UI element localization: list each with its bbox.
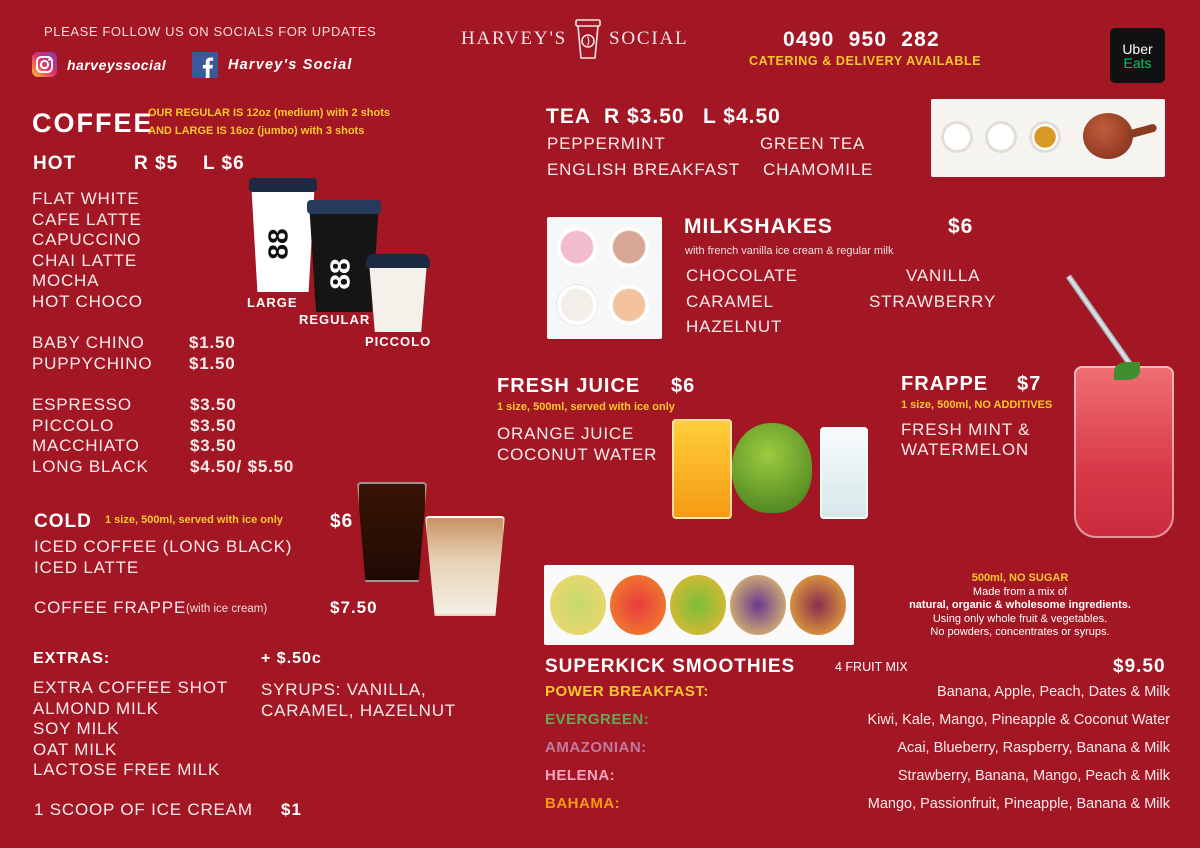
hot-large-price: L $6 (203, 153, 245, 174)
milkshake-vanilla (557, 285, 597, 325)
menu-item (32, 395, 312, 416)
smoothies-info-line: No powders, concentrates or syrups. (930, 626, 1110, 638)
piccolo-cup-lid (366, 254, 430, 268)
menu-item: ALMOND MILK (33, 698, 159, 718)
smoothie-name: POWER BREAKFAST: (545, 683, 709, 700)
menu-item: FLAT WHITE (32, 189, 140, 208)
ice-cream-price: $1 (281, 800, 302, 819)
milkshakes-title: MILKSHAKES (684, 215, 833, 238)
juice-price: $6 (671, 375, 696, 397)
item-name: LONG BLACK (32, 456, 149, 476)
smoothie-row (545, 711, 1170, 739)
menu-item: PEPPERMINT (547, 134, 666, 153)
cold-list (34, 537, 292, 578)
menu-item: CHOCOLATE (686, 266, 798, 285)
item-name: MACCHIATO (32, 436, 140, 455)
smoothies-title: SUPERKICK SMOOTHIES (545, 656, 796, 677)
tea-image (931, 99, 1165, 177)
juice-image (670, 415, 870, 520)
menu-item: ENGLISH BREAKFAST (547, 160, 741, 179)
frappe-glass (1074, 366, 1174, 538)
smoothies-image (544, 565, 854, 645)
smoothie-row (545, 767, 1170, 795)
cup-size-piccolo: PICCOLO (365, 334, 432, 349)
menu-item: STRAWBERRY (869, 292, 997, 311)
cup-size-regular: REGULAR (299, 312, 371, 327)
eats-label: Eats (1123, 54, 1152, 71)
smoothies-info-line: natural, organic & wholesome ingredients. (909, 599, 1131, 611)
tea-cup-empty (941, 121, 973, 153)
teapot (1083, 113, 1133, 159)
hot-label: HOT (33, 153, 77, 174)
frappe-line: WATERMELON (901, 440, 1029, 459)
tea-regular-price: R $3.50 (604, 105, 685, 128)
menu-item: ORANGE JUICE (497, 424, 635, 443)
brand-logo (461, 18, 688, 60)
coffee-frappe-price: $7.50 (330, 598, 378, 617)
smoothie-fruit-bowl (610, 575, 666, 635)
facebook-name: Harvey's Social (228, 57, 353, 73)
syrups-line: CARAMEL, HAZELNUT (261, 700, 456, 720)
menu-item: HOT CHOCO (32, 291, 143, 311)
milkshake-strawberry (557, 227, 597, 267)
milkshake-chocolate (609, 227, 649, 267)
smoothie-row (545, 795, 1170, 823)
cold-note: 1 size, 500ml, served with ice only (105, 514, 283, 526)
instagram-link[interactable] (32, 52, 166, 77)
menu-item: GREEN TEA (760, 134, 866, 153)
menu-item (32, 457, 312, 478)
extras-list (33, 678, 228, 781)
milkshakes-note: with french vanilla ice cream & regular milk (685, 245, 894, 257)
menu-item (32, 416, 312, 437)
item-price: $3.50 (190, 436, 237, 455)
mint-leaf (1114, 362, 1140, 380)
extras-title: EXTRAS: (33, 650, 111, 667)
smoothies-price: $9.50 (1113, 656, 1166, 677)
smoothie-name: AMAZONIAN: (545, 739, 647, 756)
menu-item: ICED COFFEE (LONG BLACK) (34, 537, 293, 556)
milkshake-caramel (609, 285, 649, 325)
iced-coffee-cup (357, 482, 427, 582)
tea-large-price: L $4.50 (703, 105, 781, 128)
piccolo-cup (369, 262, 427, 332)
large-cup-lid (249, 178, 317, 192)
coffee-cup-logo-icon (573, 18, 603, 60)
brand-name-right: SOCIAL (609, 28, 689, 49)
menu-item: CARAMEL (686, 292, 774, 311)
cup-brand-regular: 88 (324, 258, 356, 290)
juice-title: FRESH JUICE (497, 375, 641, 397)
menu-item (32, 333, 272, 354)
item-name: PUPPYCHINO (32, 353, 153, 373)
cup-brand-large: 88 (262, 228, 294, 260)
teapot-spout (1126, 123, 1157, 138)
smoothies-mix: 4 FRUIT MIX (835, 660, 908, 674)
smoothie-desc: Kiwi, Kale, Mango, Pineapple & Coconut Water (867, 712, 1170, 728)
regular-cup-lid (307, 200, 381, 214)
ice-cream-scoop: 1 SCOOP OF ICE CREAM (34, 800, 253, 819)
facebook-icon (192, 52, 218, 78)
menu-item: SOY MILK (33, 719, 120, 738)
item-price: $1.50 (189, 333, 236, 352)
menu-item: CHAI LATTE (32, 250, 137, 270)
menu-item (32, 354, 272, 375)
menu-item (32, 436, 312, 457)
brand-name-left: HARVEY'S (461, 28, 568, 49)
coffee-note-2: AND LARGE IS 16oz (jumbo) with 3 shots (148, 125, 365, 137)
facebook-link[interactable] (192, 52, 353, 78)
smoothie-row (545, 683, 1170, 711)
iced-latte-cup (425, 516, 505, 616)
menu-item: MOCHA (32, 271, 100, 290)
smoothie-desc: Strawberry, Banana, Mango, Peach & Milk (897, 768, 1170, 784)
cup-size-large: LARGE (247, 295, 298, 310)
smoothies-info-line: Using only whole fruit & vegetables. (932, 612, 1108, 625)
smoothie-fruit-bowl (790, 575, 846, 635)
smoothie-name: BAHAMA: (545, 795, 621, 812)
coffee-frappe-name: COFFEE FRAPPE (34, 598, 187, 617)
milkshakes-image (547, 217, 662, 339)
menu-item: EXTRA COFFEE SHOT (33, 678, 228, 697)
item-price: $3.50 (190, 415, 237, 435)
frappe-title: FRAPPE (901, 373, 989, 395)
coconut-water-glass (820, 427, 868, 519)
menu-item: LACTOSE FREE MILK (33, 760, 221, 779)
instagram-icon (32, 52, 57, 77)
frappe-price: $7 (1017, 373, 1042, 395)
smoothie-name: EVERGREEN: (545, 711, 650, 728)
syrups-line: SYRUPS: VANILLA, (261, 680, 427, 699)
coffee-frappe-note: (with ice cream) (186, 603, 268, 615)
watermelon-frappe-image (1030, 278, 1180, 543)
cold-price: $6 (330, 511, 354, 532)
item-name: PICCOLO (32, 415, 115, 435)
smoothie-desc: Banana, Apple, Peach, Dates & Milk (937, 684, 1170, 700)
tea-title: TEA (546, 105, 591, 128)
menu-item: VANILLA (906, 266, 981, 285)
smoothie-desc: Mango, Passionfruit, Pineapple, Banana & Milk (867, 796, 1170, 812)
menu-item: HAZELNUT (686, 317, 783, 336)
syrups-text (261, 680, 456, 721)
menu-item: ICED LATTE (34, 557, 139, 577)
uber-eats-button[interactable] (1110, 28, 1165, 83)
follow-text: PLEASE FOLLOW US ON SOCIALS FOR UPDATES (44, 24, 377, 39)
tea-cup-light (985, 121, 1017, 153)
smoothie-fruit-bowl (730, 575, 786, 635)
smoothies-info-line: Made from a mix of (972, 585, 1068, 598)
catering-text: CATERING & DELIVERY AVAILABLE (749, 54, 982, 68)
menu-item: CAPUCCINO (32, 230, 142, 249)
orange-juice-glass (672, 419, 732, 519)
smoothie-fruit-bowl (670, 575, 726, 635)
item-name: BABY CHINO (32, 333, 145, 352)
item-price: $4.50/ $5.50 (190, 456, 295, 476)
smoothies-list (545, 683, 1170, 823)
shots-list (32, 395, 312, 477)
item-price: $3.50 (190, 395, 237, 414)
smoothie-row (545, 739, 1170, 767)
kids-list (32, 333, 272, 374)
iced-drinks-image (355, 480, 505, 615)
smoothies-info-title: 500ml, NO SUGAR (971, 572, 1069, 584)
tea-cup-filled (1029, 121, 1061, 153)
extras-price: + $.50c (261, 650, 322, 667)
phone-number[interactable]: 0490 950 282 (783, 28, 940, 51)
item-price: $1.50 (189, 353, 236, 373)
milkshakes-price: $6 (948, 215, 974, 238)
smoothie-name: HELENA: (545, 767, 616, 784)
menu-item: COCONUT WATER (497, 445, 658, 464)
cold-title: COLD (34, 511, 92, 532)
instagram-handle: harveyssocial (67, 56, 167, 73)
item-name: ESPRESSO (32, 395, 132, 414)
menu-item: CAFE LATTE (32, 209, 142, 229)
frappe-line: FRESH MINT & (901, 420, 1031, 439)
menu-item: CHAMOMILE (763, 160, 874, 179)
juice-note: 1 size, 500ml, served with ice only (497, 401, 675, 413)
coconut (732, 423, 812, 513)
smoothie-fruit-bowl (550, 575, 606, 635)
menu-item: OAT MILK (33, 739, 118, 759)
coffee-note-1: OUR REGULAR IS 12oz (medium) with 2 shots (148, 107, 391, 119)
hot-coffee-list (32, 189, 143, 312)
smoothie-desc: Acai, Blueberry, Raspberry, Banana & Milk (897, 740, 1170, 756)
uber-label: Uber (1122, 40, 1153, 57)
coffee-title: COFFEE (32, 108, 154, 138)
frappe-note: 1 size, 500ml, NO ADDITIVES (901, 399, 1053, 411)
hot-regular-price: R $5 (134, 153, 179, 174)
smoothies-info (860, 572, 1180, 640)
